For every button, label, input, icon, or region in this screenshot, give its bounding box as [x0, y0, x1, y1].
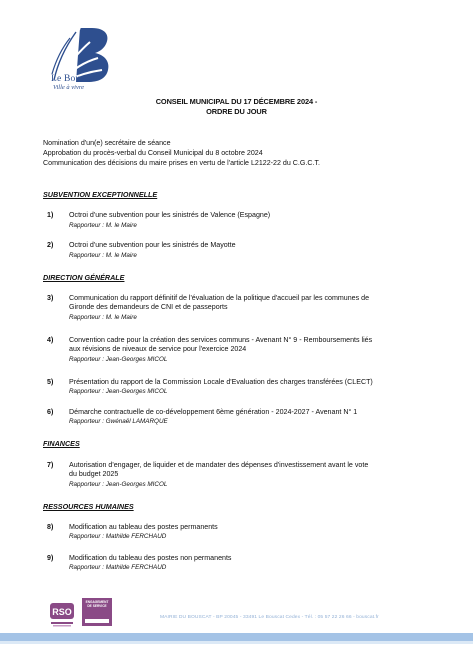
item-number: 7) — [47, 461, 54, 469]
item-rapporteur: Rapporteur : M. le Maire — [69, 314, 137, 321]
footer-band-light — [0, 641, 473, 644]
item-number: 4) — [47, 336, 54, 344]
footer-address: MAIRIE DU BOUSCAT - BP 20045 - 33491 Le Bouscat Cedex - Tél. : 05 57 22 26 66 - bouscat.fr — [160, 615, 379, 620]
item-text: Convention cadre pour la création des services communs - Avenant N° 9 - Remboursements liés aux révisions de niveaux de service pour l'exercice 2024 — [69, 336, 373, 354]
item-text: Présentation du rapport de la Commission Locale d'Evaluation des charges transférées (CLECT) — [69, 378, 373, 386]
footer-band — [0, 633, 473, 641]
section-heading: FINANCES — [43, 439, 80, 448]
engagement-badge-label: ENGAGEMENT DE SERVICE — [85, 600, 109, 608]
item-text: Modification du tableau des postes non permanents — [69, 554, 232, 562]
item-text: Octroi d'une subvention pour les sinistrés de Mayotte — [69, 241, 236, 249]
item-number: 9) — [47, 554, 54, 562]
svg-text:RSO: RSO — [52, 607, 72, 617]
section-heading: RESSOURCES HUMAINES — [43, 502, 134, 511]
engagement-badge — [82, 598, 112, 626]
item-number: 8) — [47, 523, 54, 531]
item-rapporteur: Rapporteur : Gwénaël LAMARQUE — [69, 418, 168, 425]
item-rapporteur: Rapporteur : M. le Maire — [69, 222, 137, 229]
item-number: 3) — [47, 294, 54, 302]
logo-tagline: Ville à vivre — [53, 84, 85, 91]
item-rapporteur: Rapporteur : Jean-Georges MICOL — [69, 356, 168, 363]
item-number: 6) — [47, 408, 54, 416]
engagement-badge-strip — [85, 619, 109, 623]
item-rapporteur: Rapporteur : Mathilde FERCHAUD — [69, 564, 167, 571]
item-number: 2) — [47, 241, 54, 249]
document-subtitle: ORDRE DU JOUR — [206, 107, 267, 116]
intro-list — [43, 139, 320, 168]
item-rapporteur: Rapporteur : Mathilde FERCHAUD — [69, 533, 167, 540]
section-heading: DIRECTION GÉNÉRALE — [43, 273, 125, 282]
item-rapporteur: Rapporteur : Jean-Georges MICOL — [69, 481, 168, 488]
logo-name: Le Bouscat — [51, 74, 97, 84]
item-number: 5) — [47, 378, 54, 386]
item-rapporteur: Rapporteur : M. le Maire — [69, 252, 137, 259]
item-rapporteur: Rapporteur : Jean-Georges MICOL — [69, 388, 168, 395]
item-number: 1) — [47, 211, 54, 219]
intro-line: Nomination d'un(e) secrétaire de séance — [43, 139, 171, 147]
item-text: Démarche contractuelle de co-développement 6ème génération - 2024-2027 - Avenant N° 1 — [69, 408, 358, 416]
item-text: Communication du rapport définitif de l'évaluation de la politique d'accueil par les communes de Gironde des demandeurs de CNI et de passeports — [69, 294, 370, 312]
section-heading: SUBVENTION EXCEPTIONNELLE — [43, 190, 158, 199]
document-title: CONSEIL MUNICIPAL DU 17 DÉCEMBRE 2024 - — [155, 97, 318, 106]
rso-badge-icon — [48, 598, 76, 628]
item-text: Octroi d'une subvention pour les sinistrés de Valence (Espagne) — [69, 211, 271, 219]
item-text: Modification au tableau des postes permanents — [69, 523, 218, 531]
intro-line: Approbation du procès-verbal du Conseil Municipal du 8 octobre 2024 — [43, 148, 263, 157]
intro-line: Communication des décisions du maire prises en vertu de l'article L2122-22 du C.G.C.T. — [43, 158, 320, 167]
item-text: Autorisation d'engager, de liquider et de mandater des dépenses d'investissement avant le vote du budget 2025 — [69, 461, 369, 479]
